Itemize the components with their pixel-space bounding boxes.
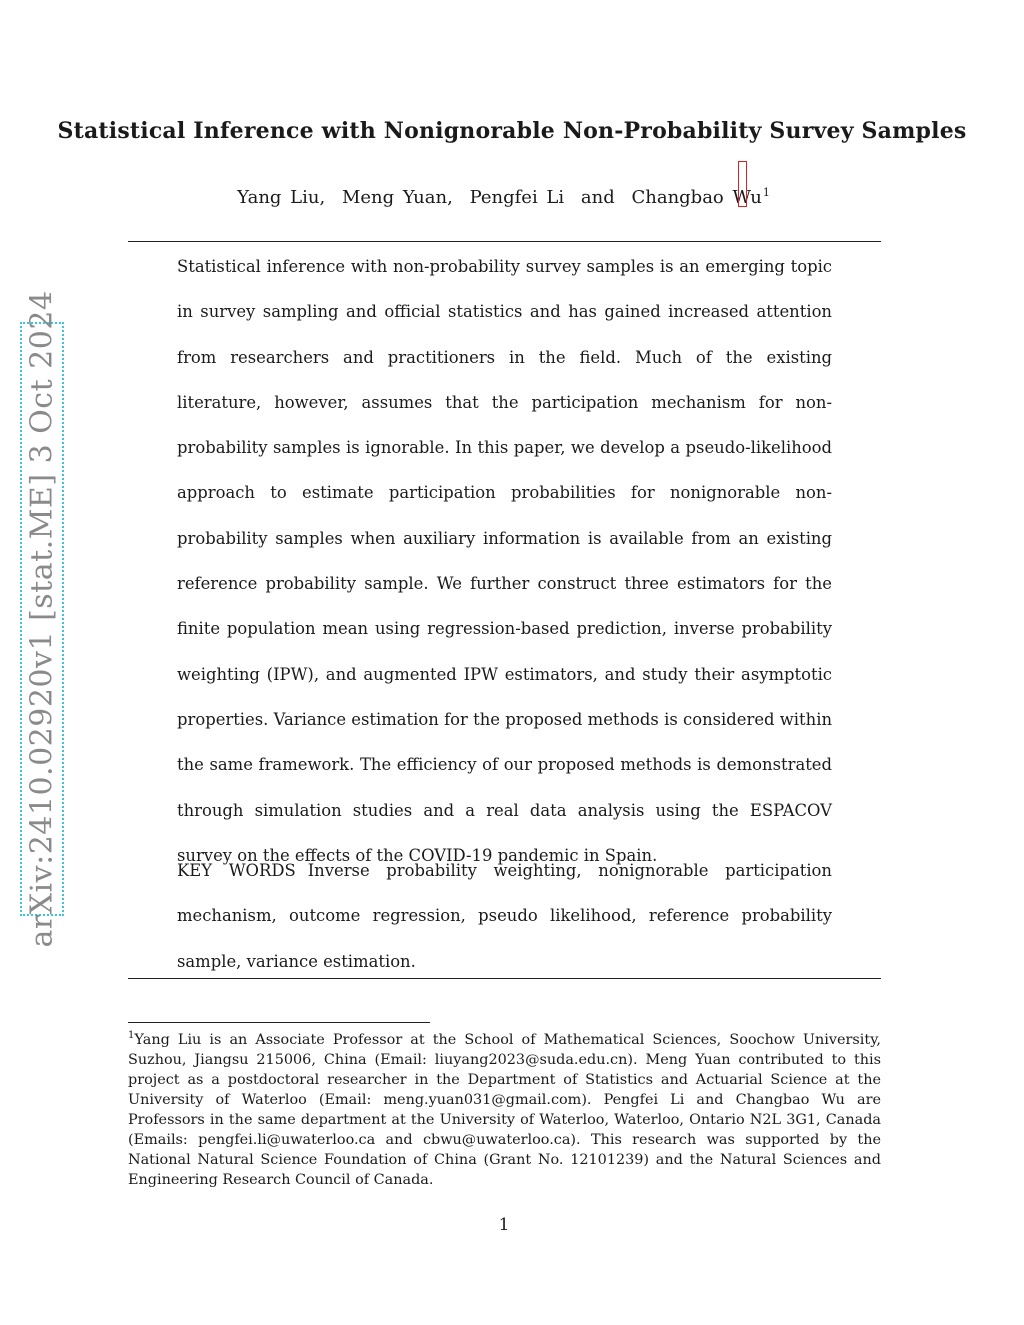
author-name: Meng Yuan, <box>341 187 453 208</box>
footnote-text: Yang Liu is an Associate Professor at the School of Mathematical Sciences, Soochow University, Suzhou, Jiangsu 215006, China (Email: liuyang2023@suda.edu.cn). Meng Yuan contributed to this project as a postdoctoral researcher in the Department of Statistics and Actuarial Science at the University of Waterloo (Email: meng.yuan031@gmail.com). Pengfei Li and Changbao Wu are Professors in the same department at the University of Waterloo, Waterloo, Ontario N2L 3G1, Canada (Emails: pengfei.li@uwaterloo.ca and cbwu@uwaterloo.ca). This research was supported by the National Natural Science Foundation of China (Grant No. 12101239) and the Natural Sciences and Engineering Research Council of Canada. <box>128 1031 881 1188</box>
author-name: Pengfei Li <box>469 187 565 208</box>
abstract-top-rule <box>128 241 881 242</box>
arxiv-side-stamp <box>20 290 64 948</box>
author-list <box>0 186 1008 208</box>
author-name: Changbao Wu <box>631 187 762 208</box>
footnote-link[interactable]: 1 <box>762 186 770 199</box>
keywords-block <box>177 848 832 984</box>
footnote-rule <box>128 1022 430 1023</box>
author-footnote <box>128 1026 881 1190</box>
footnote-mark: 1 <box>128 1030 135 1041</box>
author-conjunction: and <box>580 187 615 208</box>
paper-title: Statistical Inference with Nonignorable Non-Probability Survey Samples <box>57 118 967 144</box>
keywords-text: Inverse probability weighting, nonignorable participation mechanism, outcome regression, pseudo likelihood, reference probability sample, variance estimation. <box>177 861 832 971</box>
author-name: Yang Liu, <box>237 187 326 208</box>
keywords-label: KEY WORDS <box>177 861 296 880</box>
abstract-text: Statistical inference with non-probability survey samples is an emerging topic in survey sampling and official statistics and has gained increased attention from researchers and practitioners in the field. Much of the existing literature, however, assumes that the participation mechanism for non-probability samples is ignorable. In this paper, we develop a pseudo-likelihood approach to estimate participation probabilities for nonignorable non-probability samples when auxiliary information is available from an existing reference probability sample. We further construct three estimators for the finite population mean using regression-based prediction, inverse probability weighting (IPW), and augmented IPW estimators, and study their asymptotic properties. Variance estimation for the proposed methods is considered within the same framework. The efficiency of our proposed methods is demonstrated through simulation studies and a real data analysis using the ESPACOV survey on the effects of the COVID-19 pandemic in Spain. <box>177 257 832 865</box>
arxiv-identifier[interactable]: arXiv:2410.02920v1 [stat.ME] 3 Oct 2024 <box>24 290 60 948</box>
page-number: 1 <box>498 1215 510 1235</box>
footnote-link-highlight[interactable] <box>738 161 747 207</box>
abstract-bottom-rule <box>128 978 881 979</box>
